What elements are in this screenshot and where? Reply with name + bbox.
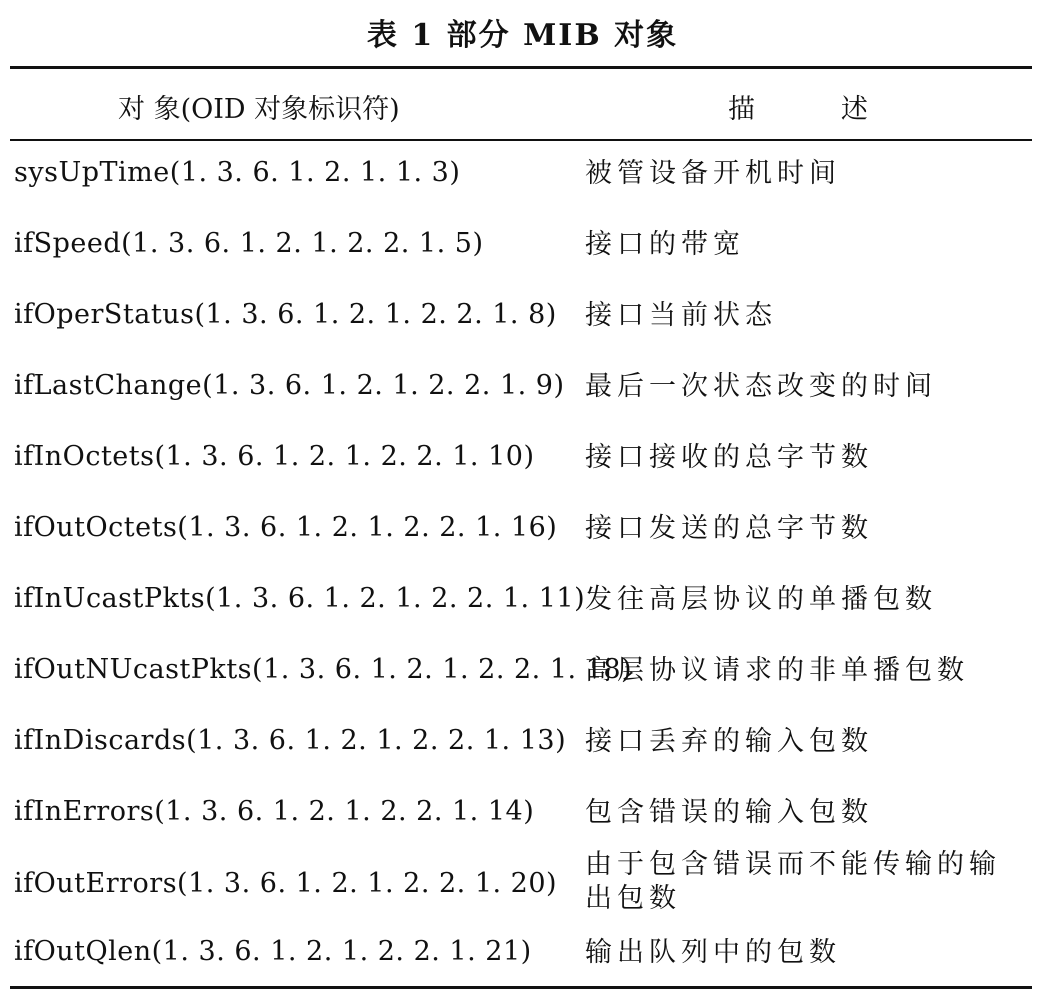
row-object: ifOperStatus(1. 3. 6. 1. 2. 1. 2. 2. 1. 8) xyxy=(14,299,557,330)
row-object: ifOutQlen(1. 3. 6. 1. 2. 1. 2. 2. 1. 21) xyxy=(14,936,532,967)
table-row xyxy=(0,153,1045,197)
row-description: 高层协议请求的非单播包数 xyxy=(585,655,969,686)
table-row xyxy=(0,366,1045,410)
table-row xyxy=(0,848,1045,924)
table-caption: 表 1 部分 MIB 对象 xyxy=(366,18,679,53)
header-object: 对 象(OID 对象标识符) xyxy=(118,94,400,125)
row-description: 接口丢弃的输入包数 xyxy=(585,726,873,757)
row-description: 输出队列中的包数 xyxy=(585,937,841,968)
row-description: 包含错误的输入包数 xyxy=(585,797,873,828)
table-row xyxy=(0,224,1045,268)
row-object: ifOutErrors(1. 3. 6. 1. 2. 1. 2. 2. 1. 20) xyxy=(14,868,558,899)
row-object: ifOutNUcastPkts(1. 3. 6. 1. 2. 1. 2. 2. 1. 18) xyxy=(14,654,633,685)
table-row xyxy=(0,650,1045,694)
header-description: 描 述 xyxy=(728,94,868,125)
table-row xyxy=(0,579,1045,623)
row-description: 由于包含错误而不能传输的输出包数 xyxy=(585,849,1001,914)
row-object: ifOutOctets(1. 3. 6. 1. 2. 1. 2. 2. 1. 16) xyxy=(14,512,558,543)
row-description: 接口当前状态 xyxy=(585,300,777,331)
row-description: 接口的带宽 xyxy=(585,229,745,260)
row-object: sysUpTime(1. 3. 6. 1. 2. 1. 1. 3) xyxy=(14,157,461,188)
row-object: ifInUcastPkts(1. 3. 6. 1. 2. 1. 2. 2. 1. 11) xyxy=(14,583,586,614)
table-row xyxy=(0,508,1045,552)
row-description: 发往高层协议的单播包数 xyxy=(585,584,937,615)
row-object: ifInDiscards(1. 3. 6. 1. 2. 1. 2. 2. 1. 13) xyxy=(14,725,567,756)
table-row xyxy=(0,295,1045,339)
header-rule xyxy=(10,139,1032,141)
row-description: 接口接收的总字节数 xyxy=(585,442,873,473)
table-row xyxy=(0,437,1045,481)
table-row xyxy=(0,934,1045,978)
bottom-rule xyxy=(10,986,1032,989)
table-header xyxy=(0,83,1045,129)
table-row xyxy=(0,792,1045,836)
top-rule xyxy=(10,66,1032,69)
row-description: 接口发送的总字节数 xyxy=(585,513,873,544)
row-object: ifSpeed(1. 3. 6. 1. 2. 1. 2. 2. 1. 5) xyxy=(14,228,484,259)
row-description: 最后一次状态改变的时间 xyxy=(585,371,937,402)
row-description: 被管设备开机时间 xyxy=(585,158,841,189)
row-object: ifInOctets(1. 3. 6. 1. 2. 1. 2. 2. 1. 10) xyxy=(14,441,535,472)
row-object: ifLastChange(1. 3. 6. 1. 2. 1. 2. 2. 1. 9) xyxy=(14,370,565,401)
table-row xyxy=(0,721,1045,765)
row-object: ifInErrors(1. 3. 6. 1. 2. 1. 2. 2. 1. 14) xyxy=(14,796,535,827)
